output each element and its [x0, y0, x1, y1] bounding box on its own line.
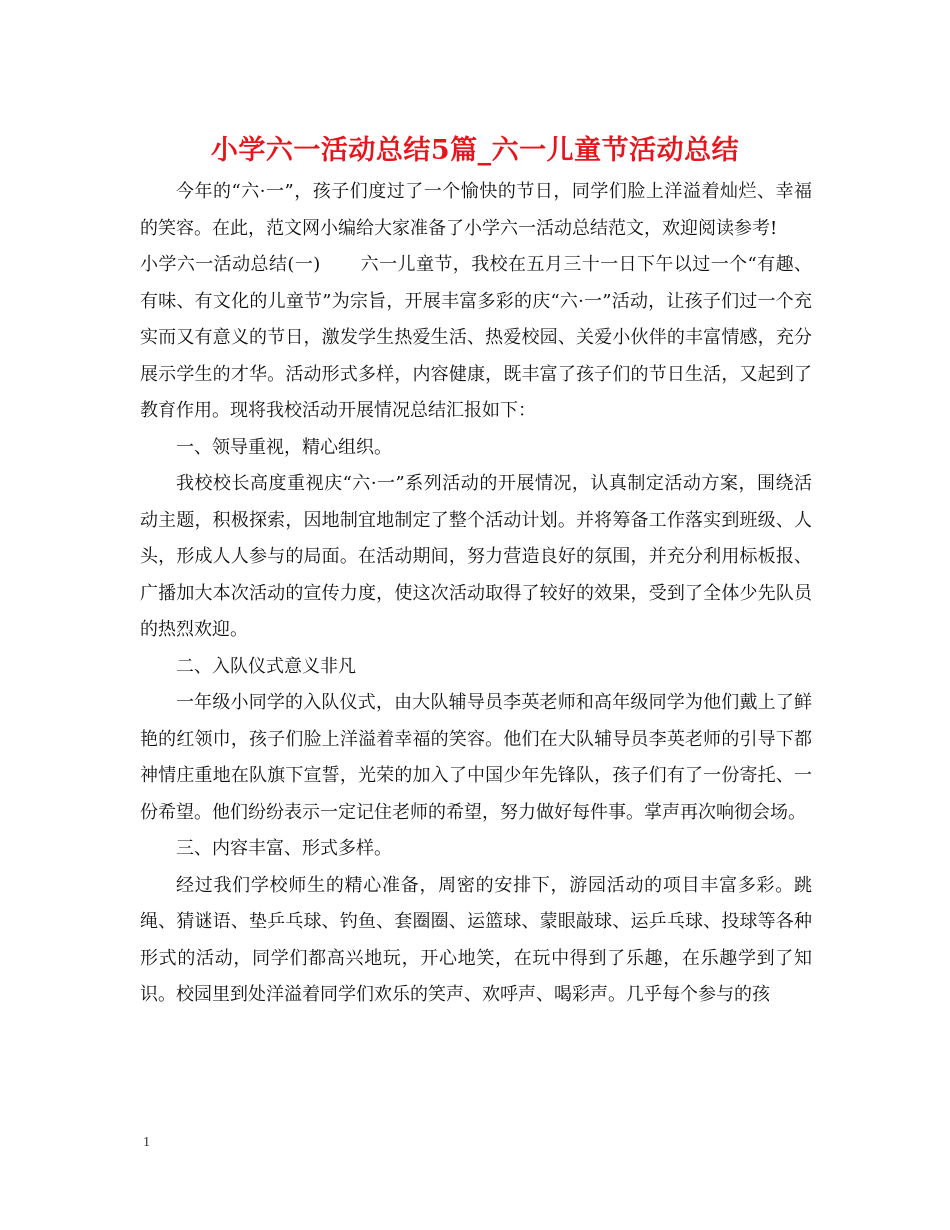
intro-paragraph: 今年的“六·一”，孩子们度过了一个愉快的节日，同学们脸上洋溢着灿烂、幸福的笑容。在此，范文网小编给大家准备了小学六一活动总结范文，欢迎阅读参考!	[140, 181, 812, 239]
heading-leadership: 一、领导重视，精心组织。	[176, 436, 392, 458]
section-paragraph	[140, 247, 812, 430]
paragraph-ceremony: 一年级小同学的入队仪式，由大队辅导员李英老师和高年级同学为他们戴上了鲜艳的红领巾，孩子们脸上洋溢着幸福的笑容。他们在大队辅导员李英老师的引导下都神情庄重地在队旗下宣誓，光荣的加入了中国少年先锋队，孩子们有了一份寄托、一份希望。他们纷纷表示一定记住老师的希望，努力做好每件事。掌声再次响彻会场。	[140, 692, 812, 823]
document-body	[140, 174, 812, 1014]
paragraph-leadership: 我校校长高度重视庆“六·一”系列活动的开展情况，认真制定活动方案，围绕活动主题，积极探索，因地制宜地制定了整个活动计划。并将筹备工作落实到班级、人头，形成人人参与的局面。在活动期间，努力营造良好的氛围，并充分利用标板报、广播加大本次活动的宣传力度，使这次活动取得了较好的效果，受到了全体少先队员的热烈欢迎。	[140, 473, 812, 640]
paragraph-activities: 经过我们学校师生的精心准备，周密的安排下，游园活动的项目丰富多彩。跳绳、猜谜语、垫乒乓球、钓鱼、套圈圈、运篮球、蒙眼敲球、运乒乓球、投球等各种形式的活动，同学们都高兴地玩，开心地笑，在玩中得到了乐趣，在乐趣学到了知识。校园里到处洋溢着同学们欢乐的笑声、欢呼声、喝彩声。几乎每个参与的孩	[140, 874, 812, 1005]
heading-activities: 三、内容丰富、形式多样。	[176, 838, 392, 859]
page-number: 1	[143, 1135, 150, 1150]
section-intro-text: 六一儿童节，我校在五月三十一日下午以过一个“有趣、有味、有文化的儿童节”为宗旨，开展丰富多彩的庆“六·一”活动，让孩子们过一个充实而又有意义的节日，激发学生热爱生活、热爱校园、关爱小伙伴的丰富情感，充分展示学生的才华。活动形式多样，内容健康，既丰富了孩子们的节日生活，又起到了教育作用。现将我校活动开展情况总结汇报如下：	[140, 254, 813, 421]
heading-ceremony: 二、入队仪式意义非凡	[176, 655, 356, 677]
section-label: 小学六一活动总结(一)	[140, 254, 321, 275]
document-title: 小学六一活动总结5篇_六一儿童节活动总结	[210, 135, 740, 166]
